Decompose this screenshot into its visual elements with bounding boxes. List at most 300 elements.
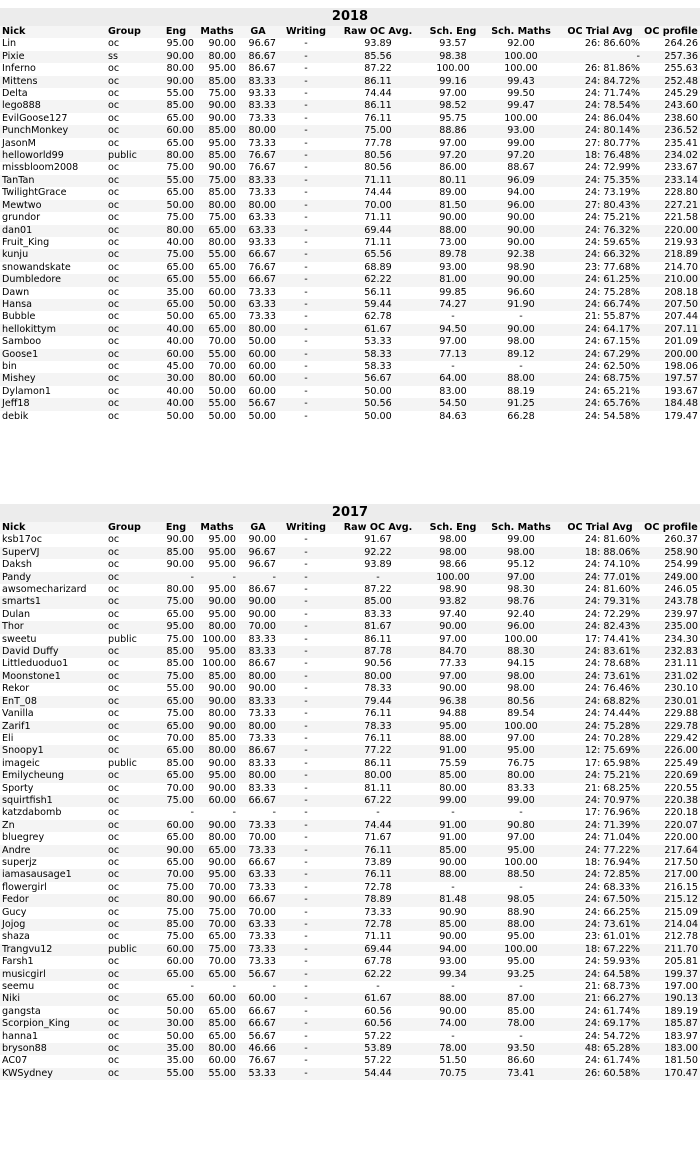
sch-maths-cell: - (484, 981, 558, 993)
oc-profile-cell: 236.52 (642, 125, 700, 137)
sch-maths-cell: 90.80 (484, 820, 558, 832)
oc-trial-avg-cell: 24: 77.01% (558, 572, 642, 584)
ga-cell: 56.67 (238, 398, 278, 410)
oc-trial-avg-cell: 24: 75.35% (558, 175, 642, 187)
raw-oc-avg-cell: 76.11 (334, 845, 422, 857)
eng-cell: 80.00 (156, 63, 196, 75)
sch-maths-cell: 90.00 (484, 324, 558, 336)
maths-cell: 80.00 (196, 200, 238, 212)
sch-maths-cell: 91.25 (484, 398, 558, 410)
sch-eng-cell: - (422, 981, 484, 993)
table-row (0, 373, 700, 385)
oc-profile-cell: 264.26 (642, 38, 700, 50)
oc-trial-avg-cell: 24: 77.22% (558, 845, 642, 857)
oc-trial-avg-cell: 24: 67.50% (558, 894, 642, 906)
column-header-oc-profile: OC profile (642, 26, 700, 38)
ga-cell: 83.33 (238, 783, 278, 795)
oc-profile-cell: 225.49 (642, 758, 700, 770)
eng-cell: 95.00 (156, 38, 196, 50)
nick-cell: lego888 (0, 100, 106, 112)
sch-eng-cell: 90.00 (422, 1006, 484, 1018)
raw-oc-avg-cell: 79.44 (334, 696, 422, 708)
table-row (0, 609, 700, 621)
sch-maths-cell: 98.05 (484, 894, 558, 906)
sch-eng-cell: 100.00 (422, 63, 484, 75)
maths-cell: 65.00 (196, 311, 238, 323)
raw-oc-avg-cell: 87.22 (334, 584, 422, 596)
oc-trial-avg-cell: 21: 55.87% (558, 311, 642, 323)
writing-cell: - (278, 807, 334, 819)
nick-cell: TanTan (0, 175, 106, 187)
nick-cell: ksb17oc (0, 534, 106, 546)
eng-cell: 80.00 (156, 894, 196, 906)
maths-cell: - (196, 572, 238, 584)
group-cell: oc (106, 783, 156, 795)
ga-cell: 66.67 (238, 274, 278, 286)
raw-oc-avg-cell: 85.56 (334, 51, 422, 63)
writing-cell: - (278, 138, 334, 150)
oc-profile-cell: 183.97 (642, 1031, 700, 1043)
eng-cell: 65.00 (156, 745, 196, 757)
column-header-oc-trial-avg: OC Trial Avg (558, 522, 642, 534)
nick-cell: Hansa (0, 299, 106, 311)
sch-maths-cell: 95.00 (484, 745, 558, 757)
writing-cell: - (278, 919, 334, 931)
raw-oc-avg-cell: 50.00 (334, 386, 422, 398)
eng-cell: 65.00 (156, 274, 196, 286)
sch-maths-cell: 80.00 (484, 770, 558, 782)
oc-profile-cell: 258.90 (642, 547, 700, 559)
oc-trial-avg-cell: 24: 70.28% (558, 733, 642, 745)
sch-eng-cell: 84.70 (422, 646, 484, 658)
sch-eng-cell: 88.00 (422, 993, 484, 1005)
oc-profile-cell: 200.00 (642, 349, 700, 361)
oc-trial-avg-cell: 24: 66.74% (558, 299, 642, 311)
raw-oc-avg-cell: 92.22 (334, 547, 422, 559)
raw-oc-avg-cell: 57.22 (334, 1031, 422, 1043)
nick-cell: flowergirl (0, 882, 106, 894)
maths-cell: 80.00 (196, 708, 238, 720)
sch-eng-cell: 99.16 (422, 76, 484, 88)
writing-cell: - (278, 51, 334, 63)
maths-cell: 90.00 (196, 113, 238, 125)
nick-cell: Littleduoduo1 (0, 658, 106, 670)
table-row (0, 658, 700, 670)
raw-oc-avg-cell: 75.00 (334, 125, 422, 137)
sch-eng-cell: 100.00 (422, 572, 484, 584)
nick-cell: katzdabomb (0, 807, 106, 819)
sch-eng-cell: - (422, 311, 484, 323)
group-cell: oc (106, 584, 156, 596)
ga-cell: 76.67 (238, 1055, 278, 1067)
oc-profile-cell: 181.50 (642, 1055, 700, 1067)
group-cell: oc (106, 411, 156, 423)
group-cell: oc (106, 1018, 156, 1030)
nick-cell: Sporty (0, 783, 106, 795)
table-row (0, 696, 700, 708)
eng-cell: 75.00 (156, 882, 196, 894)
table-row (0, 559, 700, 571)
results-section-2018 (0, 8, 700, 423)
maths-cell: 90.00 (196, 683, 238, 695)
maths-cell: 55.00 (196, 349, 238, 361)
sch-eng-cell: 74.27 (422, 299, 484, 311)
table-row (0, 596, 700, 608)
raw-oc-avg-cell: 87.22 (334, 63, 422, 75)
group-cell: oc (106, 311, 156, 323)
table-row (0, 200, 700, 212)
oc-profile-cell: 219.93 (642, 237, 700, 249)
group-cell: oc (106, 1068, 156, 1080)
writing-cell: - (278, 745, 334, 757)
raw-oc-avg-cell: 67.78 (334, 956, 422, 968)
raw-oc-avg-cell: 93.89 (334, 559, 422, 571)
sch-maths-cell: 100.00 (484, 634, 558, 646)
oc-profile-cell: 229.88 (642, 708, 700, 720)
oc-profile-cell: 205.81 (642, 956, 700, 968)
sch-eng-cell: - (422, 807, 484, 819)
eng-cell: 65.00 (156, 609, 196, 621)
writing-cell: - (278, 187, 334, 199)
sch-eng-cell: 97.00 (422, 138, 484, 150)
sch-eng-cell: 80.11 (422, 175, 484, 187)
eng-cell: 85.00 (156, 100, 196, 112)
nick-cell: Inferno (0, 63, 106, 75)
raw-oc-avg-cell: 62.22 (334, 274, 422, 286)
ga-cell: 80.00 (238, 721, 278, 733)
group-cell: oc (106, 274, 156, 286)
group-cell: oc (106, 907, 156, 919)
nick-cell: SuperVJ (0, 547, 106, 559)
oc-trial-avg-cell: 24: 78.68% (558, 658, 642, 670)
sch-maths-cell: - (484, 882, 558, 894)
oc-trial-avg-cell: 24: 72.99% (558, 162, 642, 174)
maths-cell: 60.00 (196, 1055, 238, 1067)
oc-profile-cell: 220.07 (642, 820, 700, 832)
maths-cell: 80.00 (196, 373, 238, 385)
ga-cell: 66.67 (238, 894, 278, 906)
nick-cell: Bubble (0, 311, 106, 323)
table-row (0, 907, 700, 919)
raw-oc-avg-cell: 74.44 (334, 88, 422, 100)
sch-eng-cell: 88.86 (422, 125, 484, 137)
nick-cell: dan01 (0, 225, 106, 237)
oc-trial-avg-cell: 21: 66.27% (558, 993, 642, 1005)
writing-cell: - (278, 299, 334, 311)
nick-cell: Dumbledore (0, 274, 106, 286)
maths-cell: 95.00 (196, 770, 238, 782)
group-cell: oc (106, 646, 156, 658)
nick-cell: bin (0, 361, 106, 373)
raw-oc-avg-cell: 58.33 (334, 349, 422, 361)
eng-cell: 90.00 (156, 845, 196, 857)
oc-trial-avg-cell: 24: 76.32% (558, 225, 642, 237)
oc-trial-avg-cell: 18: 76.48% (558, 150, 642, 162)
sch-maths-cell: - (484, 807, 558, 819)
eng-cell: 50.00 (156, 411, 196, 423)
oc-trial-avg-cell: 24: 64.58% (558, 969, 642, 981)
group-cell: oc (106, 386, 156, 398)
nick-cell: bluegrey (0, 832, 106, 844)
table-row (0, 770, 700, 782)
group-cell: oc (106, 969, 156, 981)
ga-cell: - (238, 807, 278, 819)
maths-cell: 90.00 (196, 596, 238, 608)
sch-maths-cell: 99.50 (484, 88, 558, 100)
ga-cell: 66.67 (238, 857, 278, 869)
eng-cell: 75.00 (156, 634, 196, 646)
oc-trial-avg-cell: 24: 54.58% (558, 411, 642, 423)
sch-eng-cell: 89.00 (422, 187, 484, 199)
table-row (0, 795, 700, 807)
group-cell: oc (106, 708, 156, 720)
table-body (0, 534, 700, 1080)
writing-cell: - (278, 969, 334, 981)
sch-maths-cell: 98.00 (484, 547, 558, 559)
oc-profile-cell: 232.83 (642, 646, 700, 658)
ga-cell: 50.00 (238, 411, 278, 423)
writing-cell: - (278, 411, 334, 423)
nick-cell: Zarif1 (0, 721, 106, 733)
raw-oc-avg-cell: 73.89 (334, 857, 422, 869)
nick-cell: missbloom2008 (0, 162, 106, 174)
maths-cell: 65.00 (196, 324, 238, 336)
oc-profile-cell: 227.21 (642, 200, 700, 212)
sch-maths-cell: 96.60 (484, 287, 558, 299)
writing-cell: - (278, 1055, 334, 1067)
sch-eng-cell: - (422, 361, 484, 373)
raw-oc-avg-cell: 77.78 (334, 138, 422, 150)
sch-maths-cell: 95.00 (484, 931, 558, 943)
writing-cell: - (278, 1031, 334, 1043)
writing-cell: - (278, 225, 334, 237)
eng-cell: 70.00 (156, 783, 196, 795)
sch-eng-cell: 97.00 (422, 671, 484, 683)
sch-eng-cell: 91.00 (422, 820, 484, 832)
maths-cell: - (196, 807, 238, 819)
ga-cell: 70.00 (238, 621, 278, 633)
eng-cell: 65.00 (156, 832, 196, 844)
eng-cell: 40.00 (156, 324, 196, 336)
sch-eng-cell: 75.59 (422, 758, 484, 770)
ga-cell: 60.00 (238, 361, 278, 373)
writing-cell: - (278, 373, 334, 385)
sch-eng-cell: 90.90 (422, 907, 484, 919)
writing-cell: - (278, 287, 334, 299)
oc-profile-cell: 201.09 (642, 336, 700, 348)
maths-cell: 65.00 (196, 969, 238, 981)
writing-cell: - (278, 795, 334, 807)
eng-cell: 55.00 (156, 1068, 196, 1080)
table-row (0, 993, 700, 1005)
writing-cell: - (278, 721, 334, 733)
sch-maths-cell: 100.00 (484, 857, 558, 869)
ga-cell: 86.67 (238, 584, 278, 596)
oc-profile-cell: 252.48 (642, 76, 700, 88)
ga-cell: 83.33 (238, 758, 278, 770)
ga-cell: 53.33 (238, 1068, 278, 1080)
sch-eng-cell: 94.88 (422, 708, 484, 720)
oc-trial-avg-cell: 24: 74.10% (558, 559, 642, 571)
eng-cell: 40.00 (156, 398, 196, 410)
sch-maths-cell: 99.47 (484, 100, 558, 112)
table-row (0, 349, 700, 361)
sch-maths-cell: 78.00 (484, 1018, 558, 1030)
table-row (0, 621, 700, 633)
ga-cell: 76.67 (238, 262, 278, 274)
maths-cell: 85.00 (196, 187, 238, 199)
table-row (0, 187, 700, 199)
table-row (0, 845, 700, 857)
group-cell: oc (106, 1031, 156, 1043)
eng-cell: 55.00 (156, 683, 196, 695)
table-row (0, 287, 700, 299)
eng-cell: 50.00 (156, 311, 196, 323)
nick-cell: Scorpion_King (0, 1018, 106, 1030)
sch-maths-cell: 99.00 (484, 795, 558, 807)
table-row (0, 88, 700, 100)
maths-cell: 95.00 (196, 646, 238, 658)
ga-cell: 63.33 (238, 212, 278, 224)
oc-profile-cell: 220.18 (642, 807, 700, 819)
nick-cell: Pandy (0, 572, 106, 584)
oc-trial-avg-cell: 21: 68.73% (558, 981, 642, 993)
maths-cell: 85.00 (196, 125, 238, 137)
oc-trial-avg-cell: 24: 61.25% (558, 274, 642, 286)
sch-eng-cell: 85.00 (422, 919, 484, 931)
raw-oc-avg-cell: 78.33 (334, 683, 422, 695)
group-cell: oc (106, 1055, 156, 1067)
group-cell: oc (106, 373, 156, 385)
sch-eng-cell: 93.00 (422, 262, 484, 274)
ga-cell: 83.33 (238, 646, 278, 658)
table-row (0, 894, 700, 906)
oc-profile-cell: 255.63 (642, 63, 700, 75)
oc-trial-avg-cell: 24: 64.17% (558, 324, 642, 336)
nick-cell: Farsh1 (0, 956, 106, 968)
eng-cell: 85.00 (156, 758, 196, 770)
oc-trial-avg-cell: 23: 61.01% (558, 931, 642, 943)
eng-cell: 80.00 (156, 225, 196, 237)
maths-cell: 85.00 (196, 76, 238, 88)
oc-trial-avg-cell: 24: 75.21% (558, 770, 642, 782)
nick-cell: Emilycheung (0, 770, 106, 782)
sch-maths-cell: 80.56 (484, 696, 558, 708)
sch-eng-cell: 80.00 (422, 783, 484, 795)
oc-trial-avg-cell: 24: 75.21% (558, 212, 642, 224)
raw-oc-avg-cell: 72.78 (334, 919, 422, 931)
oc-profile-cell: 208.18 (642, 287, 700, 299)
eng-cell: 60.00 (156, 956, 196, 968)
group-cell: oc (106, 187, 156, 199)
raw-oc-avg-cell: 72.78 (334, 882, 422, 894)
oc-trial-avg-cell: 23: 77.68% (558, 262, 642, 274)
raw-oc-avg-cell: 71.11 (334, 931, 422, 943)
section-year-title: 2017 (0, 504, 700, 522)
maths-cell: 90.00 (196, 696, 238, 708)
nick-cell: Dulan (0, 609, 106, 621)
maths-cell: 60.00 (196, 993, 238, 1005)
eng-cell: 65.00 (156, 770, 196, 782)
nick-cell: sweetu (0, 634, 106, 646)
sch-eng-cell: 81.50 (422, 200, 484, 212)
sch-maths-cell: 100.00 (484, 113, 558, 125)
ga-cell: 66.67 (238, 795, 278, 807)
ga-cell: 76.67 (238, 162, 278, 174)
raw-oc-avg-cell: 76.11 (334, 708, 422, 720)
ga-cell: 73.33 (238, 138, 278, 150)
raw-oc-avg-cell: 80.00 (334, 770, 422, 782)
table-row (0, 125, 700, 137)
ga-cell: 73.33 (238, 944, 278, 956)
eng-cell: 95.00 (156, 621, 196, 633)
eng-cell: 80.00 (156, 150, 196, 162)
maths-cell: 75.00 (196, 88, 238, 100)
nick-cell: Dawn (0, 287, 106, 299)
oc-trial-avg-cell: 24: 82.43% (558, 621, 642, 633)
table-row (0, 857, 700, 869)
sch-maths-cell: 89.12 (484, 349, 558, 361)
oc-trial-avg-cell: 26: 81.86% (558, 63, 642, 75)
ga-cell: 60.00 (238, 349, 278, 361)
writing-cell: - (278, 349, 334, 361)
maths-cell: 90.00 (196, 100, 238, 112)
ga-cell: 86.67 (238, 63, 278, 75)
oc-trial-avg-cell: 24: 83.61% (558, 646, 642, 658)
table-row (0, 534, 700, 546)
sch-eng-cell: - (422, 882, 484, 894)
sch-maths-cell: 90.00 (484, 225, 558, 237)
maths-cell: 90.00 (196, 820, 238, 832)
oc-profile-cell: 229.78 (642, 721, 700, 733)
nick-cell: Jeff18 (0, 398, 106, 410)
nick-cell: Fedor (0, 894, 106, 906)
table-row (0, 572, 700, 584)
eng-cell: - (156, 981, 196, 993)
maths-cell: 65.00 (196, 845, 238, 857)
nick-cell: awsomecharizard (0, 584, 106, 596)
maths-cell: 95.00 (196, 63, 238, 75)
oc-trial-avg-cell: 21: 68.25% (558, 783, 642, 795)
raw-oc-avg-cell: - (334, 807, 422, 819)
eng-cell: 55.00 (156, 175, 196, 187)
sch-maths-cell: 100.00 (484, 944, 558, 956)
table-row (0, 981, 700, 993)
nick-cell: Thor (0, 621, 106, 633)
maths-cell: 90.00 (196, 38, 238, 50)
maths-cell: 65.00 (196, 1006, 238, 1018)
ga-cell: 80.00 (238, 125, 278, 137)
ga-cell: 90.00 (238, 683, 278, 695)
sch-eng-cell: 73.00 (422, 237, 484, 249)
maths-cell: 75.00 (196, 212, 238, 224)
eng-cell: 65.00 (156, 187, 196, 199)
ga-cell: 63.33 (238, 869, 278, 881)
raw-oc-avg-cell: 78.33 (334, 721, 422, 733)
oc-profile-cell: 217.50 (642, 857, 700, 869)
oc-profile-cell: 228.80 (642, 187, 700, 199)
raw-oc-avg-cell: 76.11 (334, 113, 422, 125)
raw-oc-avg-cell: 86.11 (334, 634, 422, 646)
sch-eng-cell: 95.00 (422, 721, 484, 733)
eng-cell: 85.00 (156, 919, 196, 931)
eng-cell: 45.00 (156, 361, 196, 373)
group-cell: ss (106, 51, 156, 63)
raw-oc-avg-cell: 62.78 (334, 311, 422, 323)
raw-oc-avg-cell: 80.00 (334, 671, 422, 683)
oc-trial-avg-cell: 24: 81.60% (558, 534, 642, 546)
oc-profile-cell: 235.41 (642, 138, 700, 150)
